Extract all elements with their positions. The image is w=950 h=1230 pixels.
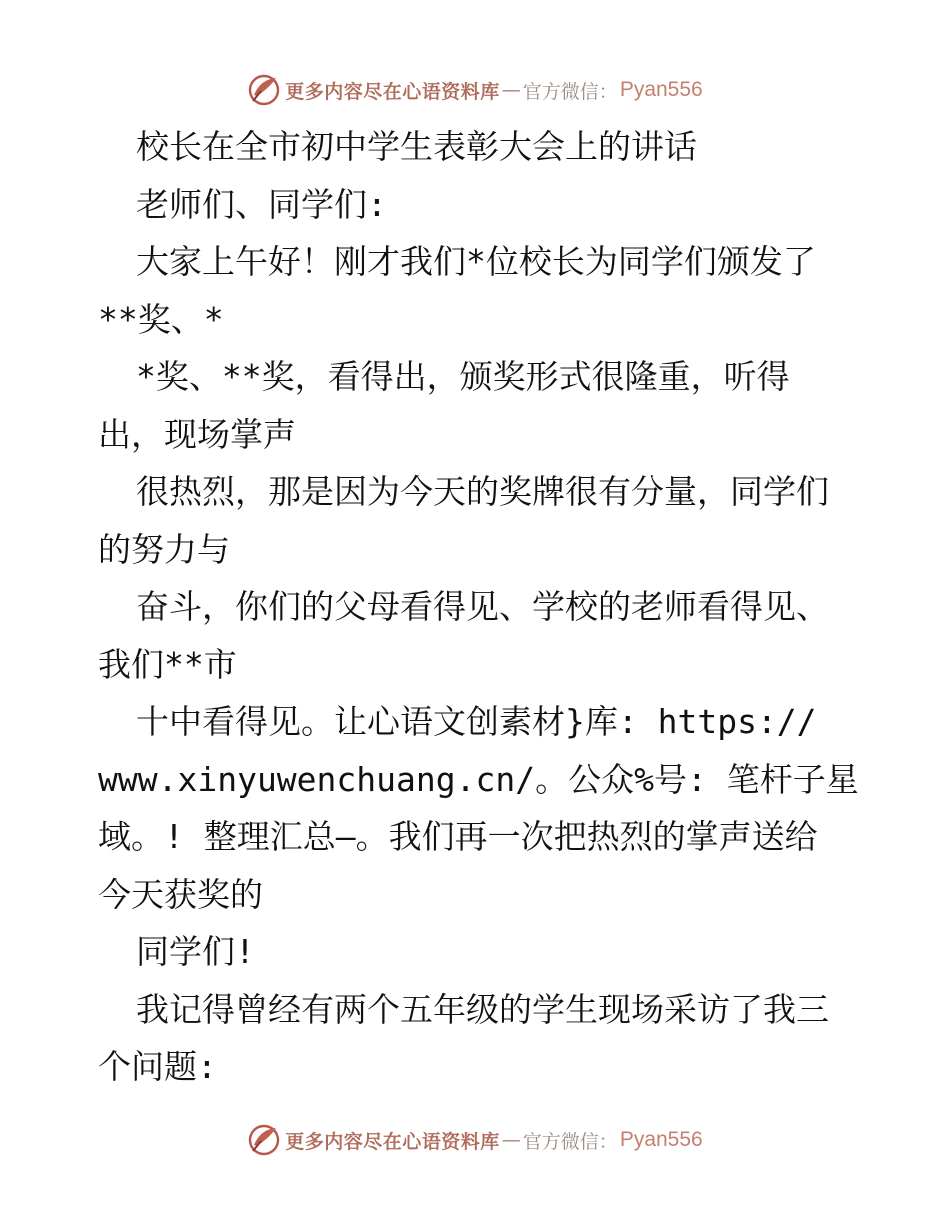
paragraph-line: 奋斗，你们的父母看得见、学校的老师看得见、 xyxy=(136,587,829,626)
paragraph-line: 很热烈，那是因为今天的奖牌很有分量，同学们 xyxy=(136,472,829,511)
paragraph-line: 同学们! xyxy=(136,932,255,971)
paragraph-line: www.xinyuwenchuang.cn/。公众%号: 笔杆子星 xyxy=(98,759,859,799)
salutation: 老师们、同学们: xyxy=(136,184,387,224)
banner-separator: — xyxy=(501,1129,521,1151)
banner-wechat-id: Pyan556 xyxy=(619,78,703,101)
paragraph-line: 域。! 整理汇总—。我们再一次把热烈的掌声送给 xyxy=(98,817,818,856)
document-title: 校长在全市初中学生表彰大会上的讲话 xyxy=(136,127,697,166)
paragraph-line: *奖、**奖，看得出，颁奖形式很隆重，听得 xyxy=(136,357,790,396)
paragraph-line: 我们**市 xyxy=(98,644,237,684)
document-body xyxy=(98,118,858,1096)
paragraph-line: 今天获奖的 xyxy=(98,874,263,914)
banner-wechat-label: 官方微信： xyxy=(522,1130,618,1153)
quill-logo-icon xyxy=(247,1123,281,1157)
header-banner xyxy=(0,70,950,110)
footer-banner xyxy=(0,1120,950,1160)
quill-logo-icon xyxy=(247,73,281,107)
paragraph-line: 大家上午好！刚才我们*位校长为同学们颁发了 xyxy=(136,242,816,281)
paragraph-line: 十中看得见。让心语文创素材}库: https:// xyxy=(136,702,817,741)
banner-separator: — xyxy=(501,79,521,101)
paragraph-line: **奖、* xyxy=(98,299,224,339)
paragraph-line: 出，现场掌声 xyxy=(98,414,296,454)
paragraph-line: 个问题: xyxy=(98,1047,217,1086)
paragraph-line: 我记得曾经有两个五年级的学生现场采访了我三 xyxy=(136,989,829,1029)
banner-text: 更多内容尽在心语资料库 xyxy=(285,80,500,103)
banner-text: 更多内容尽在心语资料库 xyxy=(285,1130,500,1153)
banner-wechat-id: Pyan556 xyxy=(619,1128,703,1151)
banner-wechat-label: 官方微信： xyxy=(522,80,618,103)
paragraph-line: 的努力与 xyxy=(98,529,230,569)
